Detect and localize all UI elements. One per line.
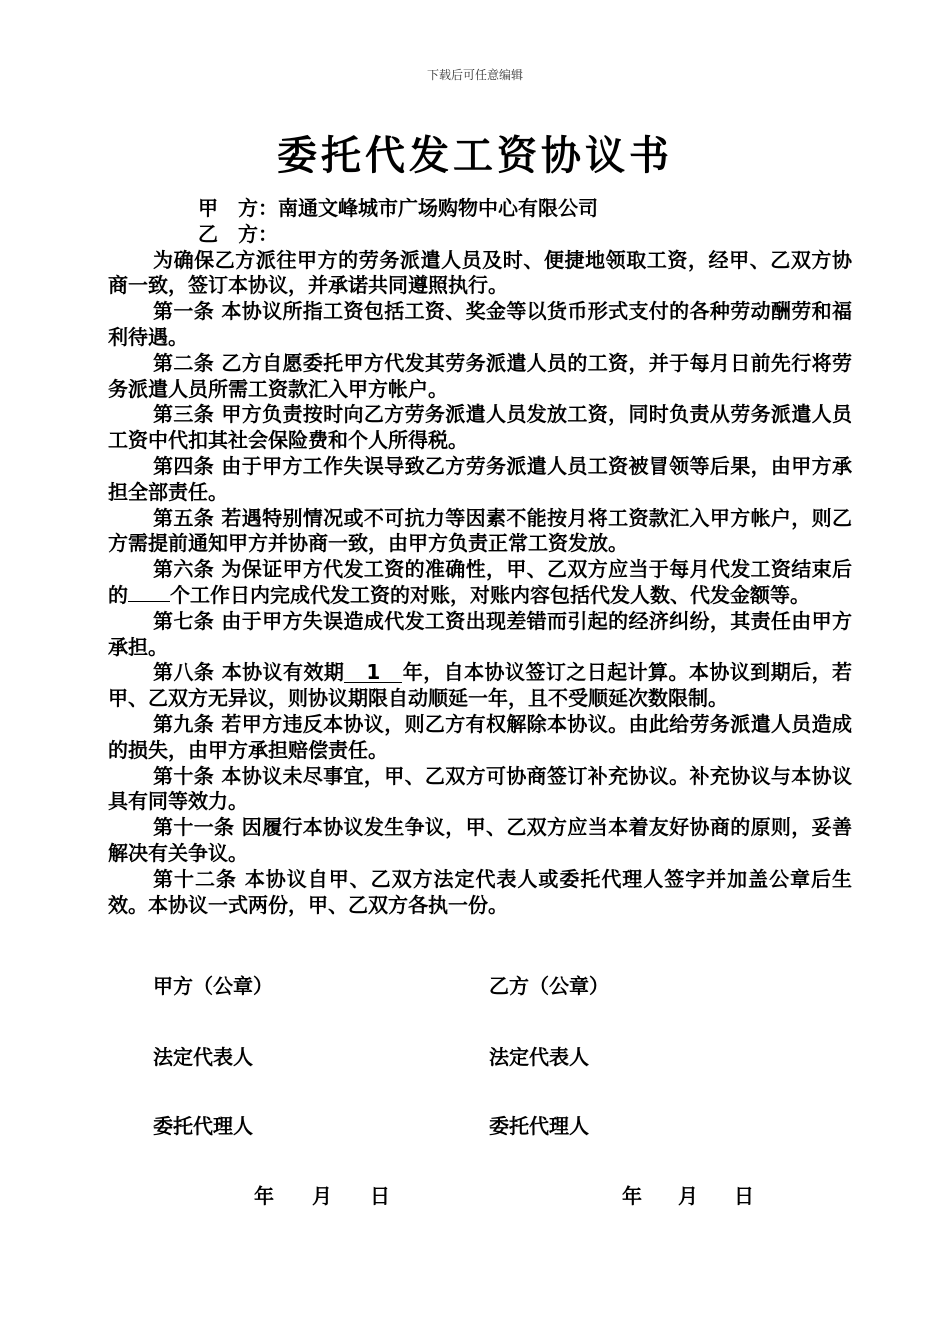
party-a-line (108, 196, 852, 222)
party-b-month-label: 月 (678, 1184, 698, 1208)
party-b-legal-rep-label: 法定代表人 (489, 1045, 589, 1069)
article-7: 第七条 由于甲方失误造成代发工资出现差错而引起的经济纠纷，其责任由甲方承担。 (108, 608, 852, 659)
article-5: 第五条 若遇特别情况或不可抗力等因素不能按月将工资款汇入甲方帐户，则乙方需提前通知甲方并协商一致，由甲方负责正常工资发放。 (108, 505, 852, 556)
party-b-agent-label: 委托代理人 (489, 1114, 589, 1138)
article-3: 第三条 甲方负责按时向乙方劳务派遣人员发放工资，同时负责从劳务派遣人员工资中代扣其社会保险费和个人所得税。 (108, 402, 852, 453)
party-b-date (622, 1180, 754, 1209)
party-b-label: 乙 方： (198, 221, 278, 246)
article-6-text-after: 个工作日内完成代发工资的对账，对账内容包括代发人数、代发金额等。 (170, 582, 810, 607)
article-6-text-before: 第六条 为保证甲方代发工资的准确性，甲、乙双方应当于每月代发工资结束后的 (108, 557, 852, 607)
party-a-name: 南通文峰城市广场购物中心有限公司 (278, 196, 598, 220)
article-12: 第十二条 本协议自甲、乙双方法定代表人或委托代理人签字并加盖公章后生效。本协议一式两份，甲、乙双方各执一份。 (108, 866, 852, 917)
article-6 (108, 557, 852, 609)
party-b-seal-label: 乙方（公章） (489, 974, 609, 998)
article-11: 第十一条 因履行本协议发生争议，甲、乙双方应当本着友好协商的原则，妥善解决有关争议。 (108, 815, 852, 865)
article-10: 第十条 本协议未尽事宜，甲、乙双方可协商签订补充协议。补充协议与本协议具有同等效力。 (108, 763, 852, 814)
document-title: 委托代发工资协议书 (277, 133, 673, 179)
article-1: 第一条 本协议所指工资包括工资、奖金等以货币形式支付的各种劳动酬劳和福利待遇。 (108, 299, 852, 349)
article-9: 第九条 若甲方违反本协议，则乙方有权解除本协议。由此给劳务派遣人员造成的损失，由甲方承担赔偿责任。 (108, 711, 852, 762)
preamble: 为确保乙方派往甲方的劳务派遣人员及时、便捷地领取工资，经甲、乙双方协商一致，签订本协议，并承诺共同遵照执行。 (108, 247, 852, 298)
agreement-body (108, 196, 852, 918)
party-a-year-label: 年 (254, 1184, 274, 1208)
party-a-label: 甲 方： (198, 196, 278, 220)
article-4: 第四条 由于甲方工作失误导致乙方劳务派遣人员工资被冒领等后果，由甲方承担全部责任。 (108, 453, 852, 504)
party-b-day-label: 日 (734, 1184, 754, 1208)
article-8-text-after: 年，自本协议签订之日起计算。本协议到期后，若甲、乙双方无异议，则协议期限自动顺延一年，且不受顺延次数限制。 (108, 660, 853, 711)
party-a-date (254, 1180, 390, 1209)
party-a-legal-rep-label: 法定代表人 (153, 1045, 253, 1069)
party-a-agent-label: 委托代理人 (153, 1114, 253, 1138)
party-b-line (108, 222, 852, 248)
article-6-days-blank (128, 601, 170, 602)
party-a-day-label: 日 (370, 1184, 390, 1208)
header-note: 下载后可任意编辑 (426, 68, 523, 82)
party-a-seal-label: 甲方（公章） (153, 974, 273, 998)
article-8-text-before: 第八条 本协议有效期 (153, 660, 345, 685)
article-8 (108, 660, 852, 712)
article-2: 第二条 乙方自愿委托甲方代发其劳务派遣人员的工资，并于每月日前先行将劳务派遣人员所需工资款汇入甲方帐户。 (108, 350, 852, 401)
article-8-term-value: 1 (344, 662, 402, 683)
party-a-month-label: 月 (312, 1184, 332, 1208)
party-b-year-label: 年 (622, 1184, 642, 1208)
